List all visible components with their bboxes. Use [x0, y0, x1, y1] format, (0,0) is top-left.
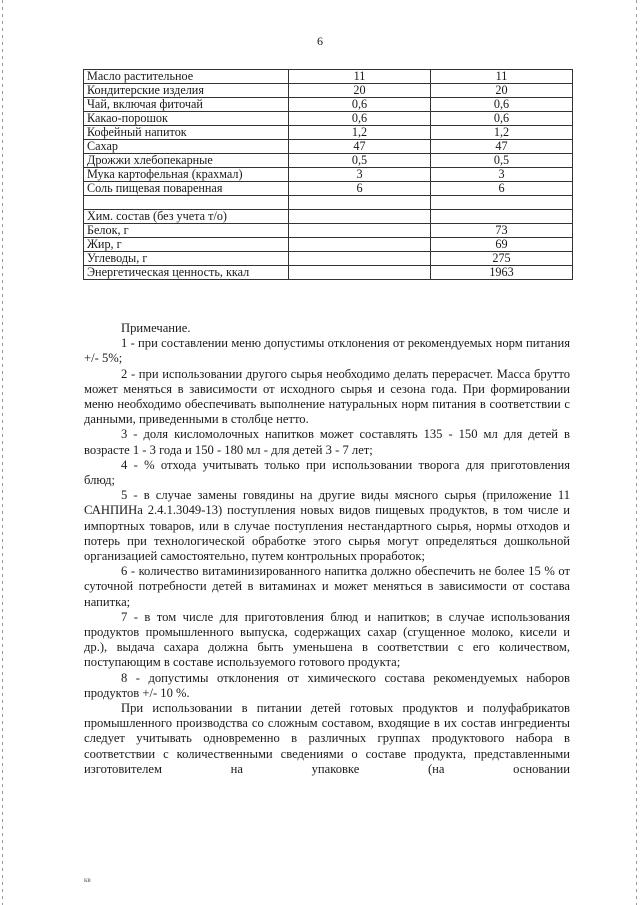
footer-mark: кв — [84, 876, 91, 884]
table-row — [84, 182, 573, 196]
table-row — [84, 112, 573, 126]
table-cell-value-1 — [289, 210, 431, 224]
table-cell-product: Кофейный напиток — [84, 126, 289, 140]
table-row — [84, 126, 573, 140]
table-cell-product: Энергетическая ценность, ккал — [84, 266, 289, 280]
table-row — [84, 224, 573, 238]
table-row — [84, 70, 573, 84]
note-7: 7 - в том числе для приготовления блюд и напитков; в случае использования продуктов промышленного выпуска, содержащих сахар (сгущенное молоко, кисели и др.), выдача сахара должна быть уменьшена в соответствии с его количеством, поступающим в составе используемого готового продукта; — [84, 609, 570, 670]
table-cell-value-2: 11 — [431, 70, 573, 84]
table-cell-product: Масло растительное — [84, 70, 289, 84]
table-cell-value-2: 275 — [431, 252, 573, 266]
table-cell-value-1: 0,5 — [289, 154, 431, 168]
food-norms-table — [83, 69, 573, 280]
table-cell-product: Кондитерские изделия — [84, 84, 289, 98]
table-cell-value-2: 0,5 — [431, 154, 573, 168]
scan-edge-right — [636, 0, 637, 905]
table-cell-product: Хим. состав (без учета т/о) — [84, 210, 289, 224]
table-cell-value-2: 73 — [431, 224, 573, 238]
table-cell-value-1: 1,2 — [289, 126, 431, 140]
table-cell-value-1 — [289, 252, 431, 266]
note-2: 2 - при использовании другого сырья необходимо делать перерасчет. Масса брутто может меняться в зависимости от исходного сырья и сезона года. При формировании меню необходимо обеспечивать выполнение натуральных норм питания в соответствии с данными, приведенными в столбце нетто. — [84, 366, 570, 427]
table-cell-value-2 — [431, 196, 573, 210]
table-cell-value-1 — [289, 266, 431, 280]
table-row — [84, 266, 573, 280]
table-row — [84, 252, 573, 266]
table-cell-value-1: 47 — [289, 140, 431, 154]
table-row — [84, 98, 573, 112]
table-cell-value-1 — [289, 224, 431, 238]
note-1: 1 - при составлении меню допустимы отклонения от рекомендуемых норм питания +/- 5%; — [84, 336, 570, 366]
table-cell-product: Жир, г — [84, 238, 289, 252]
table-cell-value-1 — [289, 238, 431, 252]
closing-paragraph: При использовании в питании детей готовых продуктов и полуфабрикатов промышленного производства со сложным составом, входящие в их состав ингредиенты следует учитывать одновременно в различных группах продуктового набора в соответствии с количественными сведениями о составе продукта, представленными изготовителем на упаковке (на основании — [84, 701, 570, 776]
table-cell-value-1 — [289, 196, 431, 210]
table-cell-product — [84, 196, 289, 210]
table-row — [84, 168, 573, 182]
table-row — [84, 210, 573, 224]
page-number: 6 — [317, 34, 323, 48]
table-cell-product: Мука картофельная (крахмал) — [84, 168, 289, 182]
note-5: 5 - в случае замены говядины на другие виды мясного сырья (приложение 11 САНПИНа 2.4.1.3049-13) поступления новых видов пищевых продуктов, в том числе и импортных товаров, или в случае поступления нестандартного сырья, нормы отходов и потерь при технологической обработке этого сырья могут определяться дошкольной организацией самостоятельно, путем контрольных проработок; — [84, 488, 570, 564]
table-cell-value-1: 0,6 — [289, 112, 431, 126]
table-cell-value-2: 0,6 — [431, 98, 573, 112]
table-cell-value-2 — [431, 210, 573, 224]
table-cell-value-1: 11 — [289, 70, 431, 84]
table-cell-product: Дрожжи хлебопекарные — [84, 154, 289, 168]
note-4: 4 - % отхода учитывать только при использовании творога для приготовления блюд; — [84, 457, 570, 488]
table-cell-value-2: 6 — [431, 182, 573, 196]
table-row — [84, 238, 573, 252]
table-row — [84, 84, 573, 98]
table-cell-product: Соль пищевая поваренная — [84, 182, 289, 196]
table-cell-value-1: 3 — [289, 168, 431, 182]
notes-section — [84, 321, 570, 777]
table-cell-product: Белок, г — [84, 224, 289, 238]
table-cell-value-2: 20 — [431, 84, 573, 98]
table-cell-product: Углеводы, г — [84, 252, 289, 266]
table-row — [84, 154, 573, 168]
note-8: 8 - допустимы отклонения от химического состава рекомендуемых наборов продуктов +/- 10 %. — [84, 670, 570, 700]
table-cell-value-2: 1963 — [431, 266, 573, 280]
table-cell-product: Чай, включая фиточай — [84, 98, 289, 112]
table-cell-value-2: 47 — [431, 140, 573, 154]
table-cell-value-2: 0,6 — [431, 112, 573, 126]
table-cell-value-2: 69 — [431, 238, 573, 252]
scan-edge-left — [2, 0, 3, 905]
notes-title: Примечание. — [121, 321, 191, 335]
table-row — [84, 140, 573, 154]
note-6: 6 - количество витаминизированного напитка должно обеспечить не более 15 % от суточной потребности детей в витаминах и может меняться в зависимости от состава напитка; — [84, 564, 570, 609]
table-cell-value-1: 0,6 — [289, 98, 431, 112]
table-cell-product: Какао-порошок — [84, 112, 289, 126]
table-cell-value-2: 1,2 — [431, 126, 573, 140]
table-cell-value-1: 20 — [289, 84, 431, 98]
note-3: 3 - доля кисломолочных напитков может составлять 135 - 150 мл для детей в возрасте 1 - 3 года и 150 - 180 мл - для детей 3 - 7 лет; — [84, 427, 570, 457]
table-cell-value-2: 3 — [431, 168, 573, 182]
table-cell-product: Сахар — [84, 140, 289, 154]
table-cell-value-1: 6 — [289, 182, 431, 196]
table-row — [84, 196, 573, 210]
